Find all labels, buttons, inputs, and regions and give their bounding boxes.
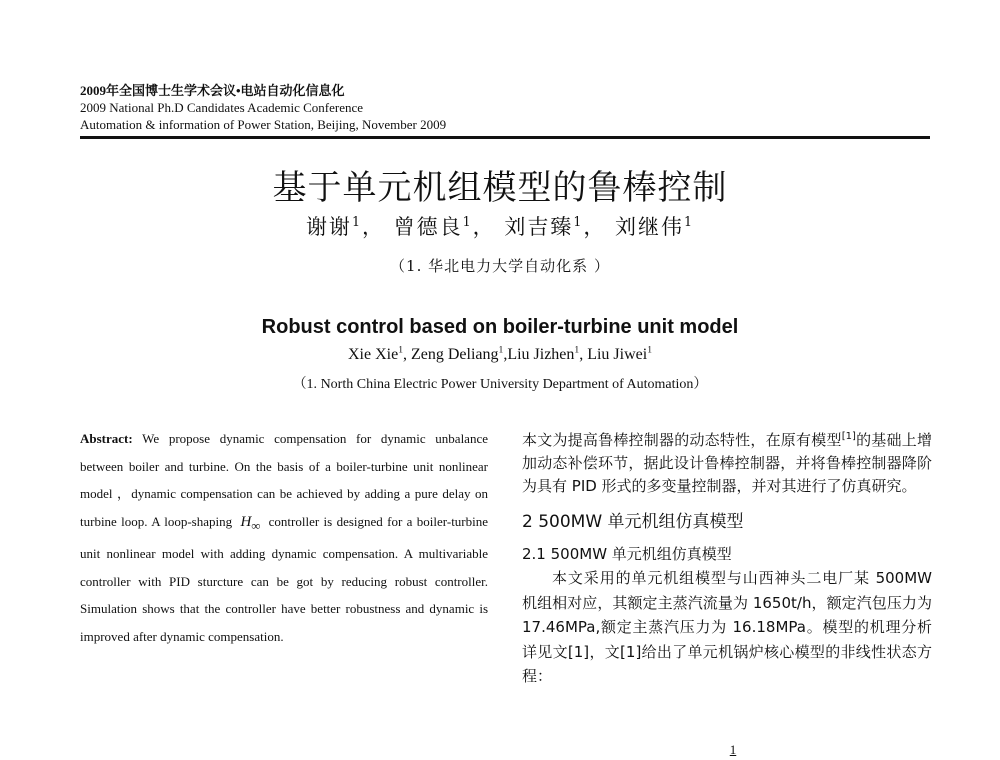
paper-title-en: Robust control based on boiler-turbine unit model	[261, 316, 739, 338]
author-en: Zeng Deliang$^1$,	[410, 345, 508, 364]
header-divider	[80, 136, 930, 139]
author-cn: 谢谢$^1$，	[305, 214, 385, 239]
section-heading-2: 2 500MW 单元机组仿真模型	[522, 512, 744, 532]
body-right-column	[522, 425, 932, 689]
intro-paragraph: 本文为提高鲁棒控制器的动态特性，在原有模型[1]的基础上增加动态补偿环节，据此设计鲁棒控制器，并将鲁棒控制器降阶为具有 PID 形式的多变量控制器，并对其进行了仿真研究。	[522, 431, 932, 495]
conference-topic: Automation & information of Power Station, Beijing, November 2009	[80, 117, 447, 132]
paper-title-cn: 基于单元机组模型的鲁棒控制	[272, 168, 728, 208]
conference-name-cn: 2009年全国博士生学术会议•电站自动化信息化	[80, 83, 345, 98]
author-list-en	[0, 345, 1000, 364]
conference-name-en: 2009 National Ph.D Candidates Academic Conference	[80, 100, 364, 115]
author-list-cn	[0, 211, 1000, 241]
abstract-text-part1: We propose dynamic compensation for dynamic unbalance between boiler and turbine. On the basis of a boiler-turbine unit nonlinear model ，dynamic compensation can be achieved by adding a pure delay on turbine loop. A loop-shaping	[80, 431, 488, 529]
affiliation-cn: （1. 华北电力大学自动化系 ）	[390, 257, 610, 275]
citation-ref: [1]	[841, 431, 856, 442]
affiliation-en: （1. North China Electric Power University Department of Automation）	[292, 377, 708, 392]
abstract-en	[80, 425, 488, 650]
author-en: Liu Jizhen$^1$,	[507, 345, 588, 364]
author-cn: 曾德良$^1$，	[393, 214, 496, 239]
abstract-text-part2: controller is designed for a boiler-turbine unit nonlinear model with adding dynamic compensation. A multivariable controller with PID sturcture can be got by reducing robust controller. Simulation shows that the controller have better robustness and dynamic is improved after dynamic compensation.	[80, 513, 489, 644]
author-en: Liu Jiwei$^1$	[587, 345, 652, 364]
section-2-1-paragraph: 本文采用的单元机组模型与山西神头二电厂某 500MW 机组相对应，其额定主蒸汽流量为 1650t/h，额定汽包压力为 17.46MPa,额定主蒸汽压力为 16.18MPa。模型的机理分析详见文[1]，文[1]给出了单元机锅炉核心模型的非线性状态方程：	[522, 569, 932, 685]
h-infinity-symbol: $H_\infty$	[240, 513, 261, 533]
page-number: 1	[729, 742, 737, 757]
section-heading-2-1: 2.1 500MW 单元机组仿真模型	[522, 545, 732, 563]
author-en: Xie Xie$^1$,	[347, 345, 411, 364]
conference-header	[80, 82, 940, 133]
author-cn: 刘继伟$^1$	[615, 214, 695, 239]
author-cn: 刘吉臻$^1$，	[504, 214, 607, 239]
abstract-label: Abstract:	[80, 431, 133, 446]
